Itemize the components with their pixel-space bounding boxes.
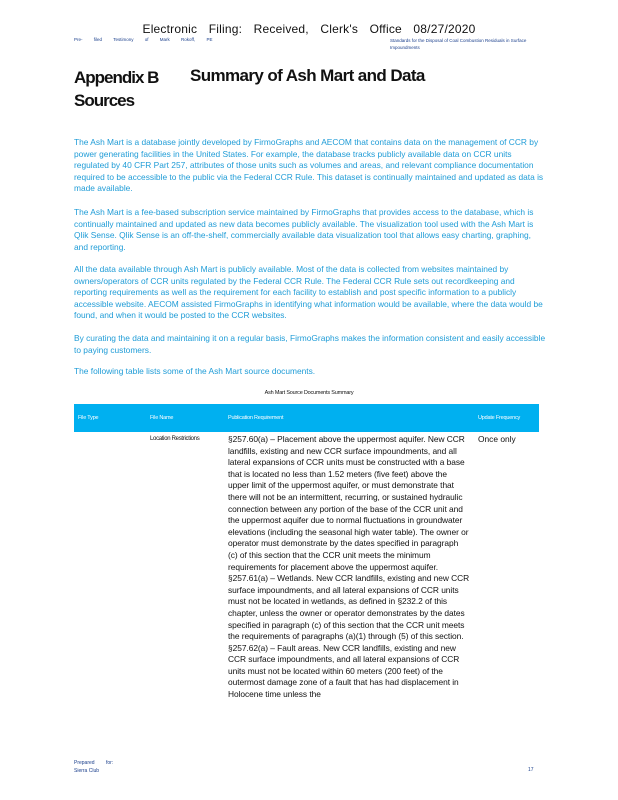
header-publication-requirement: Publication Requirement <box>224 404 474 432</box>
requirement-paragraph: §257.62(a) – Fault areas. New CCR landfills, existing and new CCR surface impoundments, and all lateral expansions of CCR units must not be located within 60 meters (200 feet) of the outermost damage zone of a fault that has had displacement in Holocene time unless the <box>228 642 460 700</box>
appendix-number: Appendix B <box>74 68 159 87</box>
footer-word: Prepared <box>74 760 95 766</box>
page-title: Summary of Ash Mart and Data <box>190 66 425 85</box>
table-caption: Ash Mart Source Documents Summary <box>264 390 354 396</box>
requirement-paragraph: §257.61(a) – Wetlands. New CCR landfills, existing and new CCR surface impoundments, and all lateral expansions of CCR units must not be located in wetlands, as defined in §232.2 of this chapter, unless the owner or operator demonstrates by the dates specified in paragraph (c) of this section that the CCR unit meets the requirements of paragraphs (a)(1) through (5) of this section. <box>228 573 470 642</box>
table-row <box>74 432 539 703</box>
paragraph <box>74 264 546 322</box>
footer-client: Sierra Club <box>74 768 100 774</box>
requirement-cell <box>224 432 474 703</box>
appendix-name: Sources <box>74 91 135 110</box>
page-number: 17 <box>528 767 534 773</box>
paragraph-text: The Ash Mart is a database jointly developed by FirmoGraphs and AECOM that contains data on the management of CCR by power generating facilities in the United States. For example, the database tracks publicly available data on CCR units regulated by 40 CFR Part 257, attributes of those units such as volumes and areas, and relevant compliance documentation required to be accessible to the public via the Federal CCR Rule. This dataset is continually maintained and updated as data is made available. <box>74 137 544 194</box>
paragraph-text: All the data available through Ash Mart is publicly available. Most of the data is collected from websites maintained by owners/operators of CCR units regulated by the Federal CCR Rule. The Federal CCR Rule sets out recordkeeping and reporting requirements as well as the requirement for each facility to establish and post specific information to a publicly accessible website. AECOM assisted FirmoGraphs in identifying what information would be available, where the data would be found, and when it would be posted to the CCR websites. <box>74 264 543 321</box>
header-file-name: File Name <box>146 404 224 432</box>
appendix-label <box>74 66 158 112</box>
footer-prepared-for <box>74 759 123 775</box>
table-header-row <box>74 404 539 432</box>
meta-word: of Mark <box>144 37 170 42</box>
footer-word: for: <box>105 760 114 766</box>
meta-word: Pre- filed <box>74 37 103 42</box>
paragraph <box>74 366 546 378</box>
header-file-type: File Type <box>74 404 146 432</box>
paragraph <box>74 137 546 195</box>
source-documents-table <box>74 404 539 703</box>
filing-header: Electronic Filing: Received, Clerk's Office 08/27/2020 <box>142 22 476 36</box>
header-update-frequency: Update Frequency <box>474 404 539 432</box>
meta-word: Rokoff, <box>181 37 196 42</box>
file-name-cell: Location Restrictions <box>150 436 200 442</box>
testimony-meta <box>74 37 212 42</box>
paragraph-text: The Ash Mart is a fee-based subscription service maintained by FirmoGraphs that provides access to the database, which is continually maintained and updated as new data becomes publicly available. The visualization tool used with the Ash Mart is Qlik Sense. Qlik Sense is an off-the-shelf, commercially available data visualization tool that allows easy charting, graphing, and reporting. <box>74 207 534 252</box>
regulation-meta: Standards for the Disposal of Coal Combustion Residuals in Surface Impoundments <box>390 38 527 50</box>
paragraph <box>74 333 546 356</box>
frequency-cell: Once only <box>478 434 516 444</box>
meta-word: Testimony <box>113 37 134 42</box>
file-type-cell <box>74 432 146 703</box>
requirement-paragraph: §257.60(a) – Placement above the uppermost aquifer. New CCR landfills, existing and new CCR surface impoundments, and all lateral expansions of CCR units must be constructed with a base that is located no less than 1.52 meters (five feet) above the upper limit of the uppermost aquifer, or must demonstrate that there will not be an intermittent, recurring, or sustained hydraulic connection between any portion of the base of the CCR unit and the uppermost aquifer due to normal fluctuations in groundwater elevations (including the seasonal high water table). The owner or operator must demonstrate by the dates specified in paragraph (c) of this section that the CCR unit meets the minimum requirements for placement above the uppermost aquifer. <box>228 434 469 572</box>
paragraph-text: The following table lists some of the Ash Mart source documents. <box>74 366 316 376</box>
paragraph <box>74 207 546 253</box>
paragraph-text: By curating the data and maintaining it on a regular basis, FirmoGraphs makes the information consistent and easily accessible to paying customers. <box>74 333 546 355</box>
meta-word: PE <box>206 37 213 42</box>
